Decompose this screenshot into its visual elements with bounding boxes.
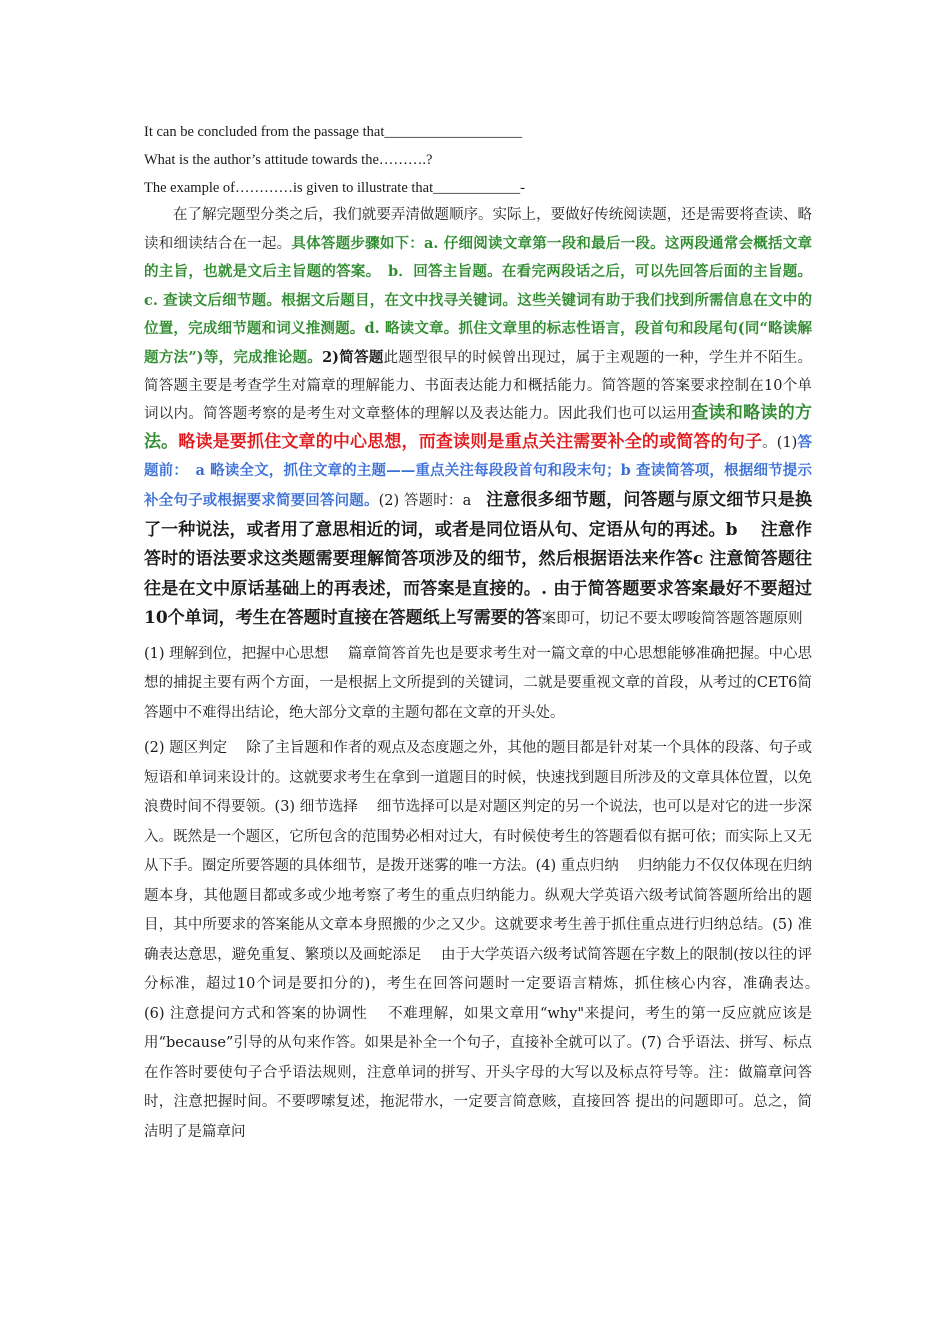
intro-text: 在了解完题型分类之后，我们就要弄清做题顺序。实际上，要做好传统阅读题，还是需要将查读、略读和细读结合在一起。 xyxy=(144,207,812,252)
short-answer-intro: 此题型很早的时候曾出现过，属于主观题的一种，学生并不陌生。简答题主要是考查学生对篇章的理解能力、书面表达能力和概括能力。简答题的答案要求控制在10个单词以内。简答题考察的是考生对文章整体的理解以及表达能力。因此我们也可以运用 xyxy=(144,349,813,423)
step-2-marker: (2) 答题时：a xyxy=(378,492,487,509)
before-answering-blue-text: 答题前： a 略读全文，抓住文章的主题——重点关注每段段首句和段末句；b 查读简答项，根据细节提示补全句子或根据要求简要回答问题。 xyxy=(144,433,813,509)
principles-lead-text: 案即可，切记不要太啰唆简答题答题原则 xyxy=(541,611,803,628)
step-1-marker: 。(1) xyxy=(762,434,798,451)
principle-1-paragraph: (1) 理解到位，把握中心思想 篇章简答首先也是要求考生对一篇文章的中心思想能够准确把握。中心思想的捕捉主要有两个方面，一是根据上文所提到的关键词，二就是要重视文章的首段，从考过的CET6简答题中不难得出结论，绝大部分文章的主题句都在文章的开头处。 xyxy=(144,645,812,721)
method-green-text: 查读和略读的方法。 xyxy=(144,403,813,452)
answer-steps-paragraph xyxy=(144,202,812,634)
question-line-1: It can be concluded from the passage that___________________ xyxy=(144,124,523,140)
principles-2-7-paragraph: (2) 题区判定 除了主旨题和作者的观点及态度题之外，其他的题目都是针对某一个具体的段落、句子或短语和单词来设计的。这就要求考生在拿到一道题目的时候，快速找到题目所涉及的文章具体位置，以免浪费时间不得要领。(3) 细节选择 细节选择可以是对题区判定的另一个说法，也可以是对它的进一步深入。既然是一个题区，它所包含的范围势必相对过大，有时候使考生的答题看似有据可依；而实际上又无从下手。圈定所要答题的具体细节，是拨开迷雾的唯一方法。(4) 重点归纳 归纳能力不仅仅体现在归纳题本身，其他题目都或多或少地考察了考生的重点归纳能力。纵观大学英语六级考试简答题所给出的题目，其中所要求的答案能从文章本身照搬的少之又少。这就要求考生善于抓住重点进行归纳总结。(5) 准确表达意思，避免重复、繁琐以及画蛇添足 由于大学英语六级考试简答题在字数上的限制(按以往的评分标准，超过10个词是要扣分的)，考生在回答问题时一定要语言精炼，抓住核心内容，准确表达。 (6) 注意提问方式和答案的协调性 不难理解，如果文章用“why"来提问，考生的第一反应就应该是用“because”引导的从句来作答。如果是补全一个句子，直接补全就可以了。(7) 合乎语法、拼写、标点 在作答时要使句子合乎语法规则，注意单词的拼写、开头字母的大写以及标点符号等。注：做篇章问答时，注意把握时间。不要啰嗦复述，拖泥带水，一定要言简意赅，直接回答 提出的问题即可。总之，简洁明了是篇章问 xyxy=(144,740,841,1140)
steps-green-text: 具体答题步骤如下：a. 仔细阅读文章第一段和最后一段。这两段通常会概括文章的主旨，也就是文后主旨题的答案。 b．回答主旨题。在看完两段话之后，可以先回答后面的主旨题。c. 查读文后细节题。根据文后题目，在文中找寻关键词。这些关键词有助于我们找到所需信息在文中的位置，完成细节题和词义推测题。d. 略读文章。抓住文章里的标志性语言，段首句和段尾句(同“略读解题方法”)等，完成推论题。 xyxy=(144,234,812,366)
while-answering-bold-text: 注意很多细节题，问答题与原文细节只是换了一种说法，或者用了意思相近的词，或者是同位语从句、定语从句的再述。b 注意作答时的语法要求这类题需要理解简答项涉及的细节，然后根据语法来作答c 注意简答题往往是在文中原话基础上的再表述，而答案是直接的。. 由于简答题要求答案最好不要超过10个单词，考生在答题时直接在答题纸上写需要的答 xyxy=(144,489,813,629)
question-line-2: What is the author’s attitude towards the……….? xyxy=(144,152,433,168)
question-line-3: The example of…………is given to illustrate that____________- xyxy=(144,180,525,196)
short-answer-heading: 2)简答题 xyxy=(322,348,384,366)
skim-scan-red-text: 略读是要抓住文章的中心思想，而查读则是重点关注需要补全的或简答的句子 xyxy=(178,431,763,452)
document-body xyxy=(144,118,841,1147)
